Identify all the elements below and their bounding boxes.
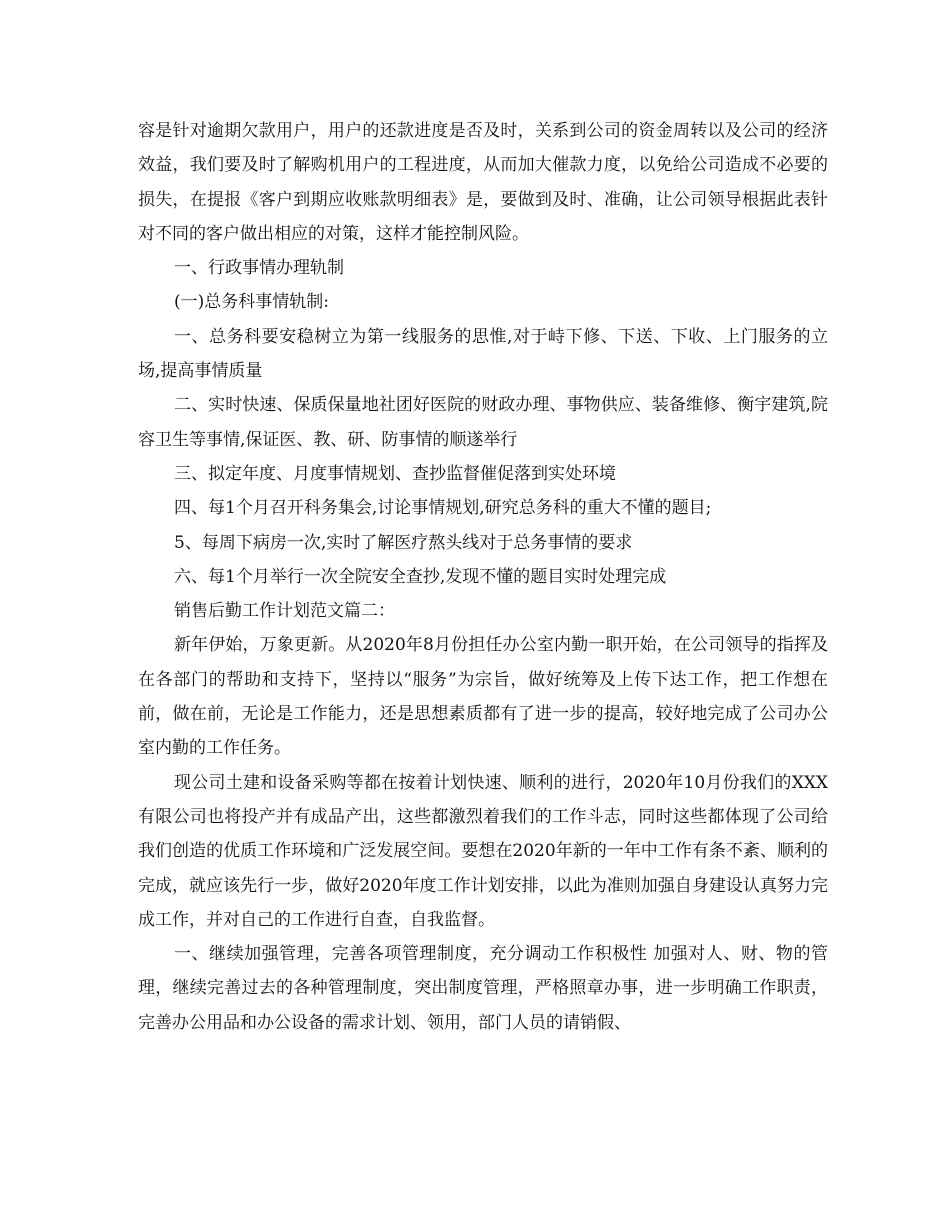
paragraph: 一、继续加强管理，完善各项管理制度，充分调动工作积极性 加强对人、财、物的管理，继续完善过去的各种管理制度，突出制度管理，严格照章办事，进一步明确工作职责，完善办公用品和办公设备的需求计划、领用，部门人员的请销假、 — [138, 944, 828, 1033]
list-item: 四、每1个月召开科务集会,讨论事情规划,研究总务科的重大不懂的题目; — [174, 498, 712, 519]
article-title: 销售后勤工作计划范文篇二： — [174, 601, 395, 622]
list-item: 二、实时快速、保质保量地社团好医院的财政办理、事物供应、装备维修、衡宇建筑,院容卫生等事情,保证医、教、研、防事情的顺遂举行 — [138, 395, 828, 450]
paragraph: 现公司土建和设备采购等都在按着计划快速、顺利的进行，2020年10月份我们的XXX有限公司也将投产并有成品产出，这些都激烈着我们的工作斗志，同时这些都体现了公司给我们创造的优质工作环境和广泛发展空间。要想在2020年新的一年中工作有条不紊、顺利的完成，就应该先行一步，做好2020年度工作计划安排，以此为准则加强自身建设认真努力完成工作，并对自己的工作进行自查，自我监督。 — [138, 772, 828, 930]
document-body — [138, 114, 828, 1040]
list-item: 三、拟定年度、月度事情规划、查抄监督催促落到实处环境 — [174, 463, 616, 484]
list-item: 六、每1个月举行一次全院安全查抄,发现不懂的题目实时处理完成 — [174, 566, 667, 587]
paragraph: 新年伊始，万象更新。从2020年8月份担任办公室内勤一职开始，在公司领导的指挥及在各部门的帮助和支持下，坚持以“服务”为宗旨，做好统筹及上传下达工作，把工作想在前，做在前，无论是工作能力，还是思想素质都有了进一步的提高，较好地完成了公司办公室内勤的工作任务。 — [138, 635, 828, 759]
list-item: 一、总务科要安稳树立为第一线服务的思惟,对于峙下修、下送、下收、上门服务的立场,提高事情质量 — [138, 326, 828, 382]
list-item: 5、每周下病房一次,实时了解医疗熬头线对于总务事情的要求 — [174, 532, 633, 553]
section-heading: 一、行政事情办理轨制 — [174, 258, 344, 279]
subsection-heading: (一)总务科事情轨制: — [174, 292, 329, 313]
paragraph: 容是针对逾期欠款用户，用户的还款进度是否及时，关系到公司的资金周转以及公司的经济效益，我们要及时了解购机用户的工程进度，从而加大催款力度，以免给公司造成不必要的损失，在提报《客户到期应收账款明细表》是，要做到及时、准确，让公司领导根据此表针对不同的客户做出相应的对策，这样才能控制风险。 — [138, 121, 828, 244]
